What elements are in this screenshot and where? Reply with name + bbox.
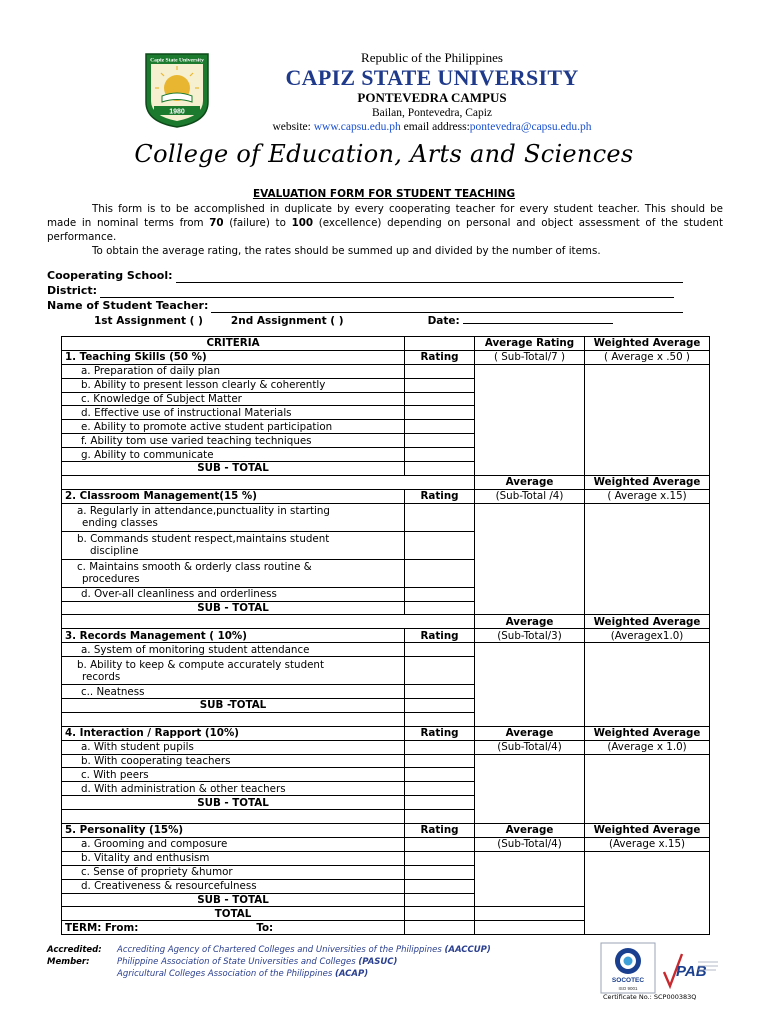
campus-name: PONTEVEDRA CAMPUS (357, 90, 507, 105)
member-label: Member: (47, 957, 90, 967)
table-row: d. Effective use of instructional Materials (62, 406, 710, 420)
accreditation-footer: Accredited: Accrediting Agency of Chartered Colleges and Universities of the Philippines (AACCUP) Member: Philippine Association of State Universities and Colleges (PASUC) Agricultural Colleges Association of the Philippines (ACAP) (47, 945, 491, 979)
teacher-info-fields (47, 268, 727, 328)
table-row: a. With student pupils (Sub-Total/4) (Average x 1.0) (62, 740, 710, 754)
address-line: Bailan, Pontevedra, Capiz (371, 107, 493, 119)
weighted-cell[interactable] (585, 364, 710, 475)
website-link[interactable]: www.capsu.edu.ph (313, 121, 401, 133)
university-name: CAPIZ STATE UNIVERSITY (285, 65, 579, 90)
date-label: Date: (427, 315, 460, 327)
table-row: c. Knowledge of Subject Matter (62, 392, 710, 406)
evaluation-table (61, 336, 710, 935)
weighted-average-header: Weighted Average (585, 337, 710, 351)
table-row: g. Ability to communicate (62, 448, 710, 462)
section-title: 1. Teaching Skills (50 %) (62, 350, 405, 364)
rating-cell[interactable] (405, 851, 475, 865)
subtotal-cell[interactable] (405, 796, 475, 810)
rating-cell[interactable] (405, 837, 475, 851)
college-name: College of Education, Arts and Sciences (134, 140, 634, 168)
cooperating-school-label: Cooperating School: (47, 269, 173, 282)
subtotal-cell[interactable] (405, 893, 475, 907)
contact-line: website: www.capsu.edu.ph email address:pontevedra@capsu.edu.ph (272, 121, 592, 133)
table-row: c.. Neatness (62, 685, 710, 699)
subtotal-row: SUB - TOTAL (62, 893, 710, 907)
total-average-cell[interactable] (475, 907, 585, 921)
subtotal-row: SUB -TOTAL (62, 699, 710, 713)
form-instructions (47, 202, 723, 258)
section-5-header: 5. Personality (15%) Rating Average Weighted Average (62, 824, 710, 838)
university-seal-logo (142, 52, 212, 128)
average-cell[interactable] (475, 503, 585, 615)
rating-cell[interactable] (405, 587, 475, 601)
subtotal-row: SUB - TOTAL (62, 601, 710, 615)
instruction-paragraph-1: This form is to be accomplished in duplicate by every cooperating teacher for every student teacher. This should be made in nominal terms from 70 (failure) to 100 (excellence) depending on personal and object assessment of the student performance. (47, 203, 723, 243)
rating-cell[interactable] (405, 364, 475, 378)
cooperating-school-field[interactable] (176, 272, 683, 283)
average-cell[interactable] (475, 364, 585, 475)
rating-cell[interactable] (405, 740, 475, 754)
rating-cell[interactable] (405, 434, 475, 448)
average-rating-header: Average Rating (475, 337, 585, 351)
section-1-header (62, 350, 710, 364)
criteria-header: CRITERIA (62, 337, 405, 351)
rating-cell[interactable] (405, 392, 475, 406)
total-rating-cell[interactable] (405, 907, 475, 921)
table-row: a. Preparation of daily plan (62, 364, 710, 378)
weighted-cell[interactable] (585, 643, 710, 727)
section-title: 4. Interaction / Rapport (10%) (62, 726, 405, 740)
instruction-paragraph-2: To obtain the average rating, the rates should be summed up and divided by the number of items. (92, 245, 601, 257)
district-label: District: (47, 284, 98, 297)
table-row: e. Ability to promote active student participation (62, 420, 710, 434)
republic-line: Republic of the Philippines (361, 50, 503, 65)
table-row: b. With cooperating teachers (62, 754, 710, 768)
term-from-label: TERM: From: (65, 921, 139, 934)
section-title: 2. Classroom Management(15 %) (62, 489, 405, 503)
rating-cell[interactable] (405, 643, 475, 657)
average-cell[interactable] (475, 643, 585, 727)
table-row: c. With peers (62, 768, 710, 782)
section-3-avg-header: Average Weighted Average (62, 615, 710, 629)
date-field[interactable] (463, 314, 613, 324)
accredited-label: Accredited: (47, 945, 102, 955)
rating-cell[interactable] (405, 768, 475, 782)
table-header-row (62, 337, 710, 351)
subtotal-label: SUB - TOTAL (62, 462, 405, 476)
weighted-formula: ( Average x .50 ) (585, 350, 710, 364)
section-title: 5. Personality (15%) (62, 824, 405, 838)
table-row: c. Sense of propriety &humor (62, 865, 710, 879)
rating-cell[interactable] (405, 559, 475, 587)
rating-cell[interactable] (405, 879, 475, 893)
weighted-cell[interactable] (585, 851, 710, 934)
rating-cell[interactable] (405, 448, 475, 462)
rating-header: Rating (405, 350, 475, 364)
rating-cell[interactable] (405, 657, 475, 685)
subtotal-cell[interactable] (405, 699, 475, 713)
table-row: d. Creativeness & resourcefulness (62, 879, 710, 893)
student-teacher-field[interactable] (211, 302, 683, 313)
rating-cell[interactable] (405, 685, 475, 699)
student-teacher-label: Name of Student Teacher: (47, 299, 209, 312)
svg-text:ISO 9001: ISO 9001 (618, 986, 638, 991)
subtotal-row: SUB - TOTAL (62, 796, 710, 810)
certificate-number: Certificate No.: SCP000383Q (603, 993, 697, 1001)
table-row: b. Ability to keep & compute accurately student records (62, 657, 710, 685)
total-label: TOTAL (62, 907, 405, 921)
table-row: d. With administration & other teachers (62, 782, 710, 796)
first-assignment-checkbox[interactable]: 1st Assignment ( ) (94, 315, 203, 327)
district-field[interactable] (100, 287, 674, 298)
average-cell[interactable] (475, 851, 585, 907)
average-formula: ( Sub-Total/7 ) (475, 350, 585, 364)
rating-cell[interactable] (405, 865, 475, 879)
logo-year: 1980 (169, 108, 185, 116)
rating-cell[interactable] (405, 782, 475, 796)
section-4-header: 4. Interaction / Rapport (10%) Rating Average Weighted Average (62, 726, 710, 740)
svg-text:SOCOTEC: SOCOTEC (611, 977, 645, 984)
section-2-header: 2. Classroom Management(15 %) Rating (Sub-Total /4) ( Average x.15) (62, 489, 710, 503)
weighted-cell[interactable] (585, 754, 710, 823)
rating-cell[interactable] (405, 420, 475, 434)
rating-cell[interactable] (405, 531, 475, 559)
table-row: a. System of monitoring student attendance (62, 643, 710, 657)
table-row: b. Vitality and enthusism (62, 851, 710, 865)
subtotal-cell[interactable] (405, 462, 475, 476)
rating-cell[interactable] (405, 503, 475, 531)
rating-cell[interactable] (405, 754, 475, 768)
subtotal-cell[interactable] (405, 601, 475, 615)
section-2-avg-header: Average Weighted Average (62, 475, 710, 489)
term-to-label: To: (256, 921, 274, 934)
weighted-cell[interactable] (585, 503, 710, 615)
certification-logos (600, 942, 720, 994)
svg-text:PAB: PAB (676, 963, 707, 980)
email-link[interactable]: pontevedra@capsu.edu.ph (469, 121, 592, 133)
table-row: d. Over-all cleanliness and orderliness (62, 587, 710, 601)
table-row: a. Regularly in attendance,punctuality in starting ending classes (62, 503, 710, 531)
section-title: 3. Records Management ( 10%) (62, 629, 405, 643)
table-row: c. Maintains smooth & orderly class routine & procedures (62, 559, 710, 587)
average-cell[interactable] (475, 754, 585, 823)
form-title: EVALUATION FORM FOR STUDENT TEACHING (252, 188, 516, 200)
rating-cell[interactable] (405, 406, 475, 420)
letterhead (222, 50, 642, 135)
rating-cell[interactable] (405, 378, 475, 392)
table-row: b. Commands student respect,maintains student discipline (62, 531, 710, 559)
table-row: b. Ability to present lesson clearly & coherently (62, 378, 710, 392)
table-row: a. Grooming and composure (Sub-Total/4) (Average x.15) (62, 837, 710, 851)
table-row: f. Ability tom use varied teaching techniques (62, 434, 710, 448)
second-assignment-checkbox[interactable]: 2nd Assignment ( ) (230, 315, 344, 327)
section-3-header: 3. Records Management ( 10%) Rating (Sub-Total/3) (Averagex1.0) (62, 629, 710, 643)
logo-text: Capiz State University (150, 57, 204, 64)
